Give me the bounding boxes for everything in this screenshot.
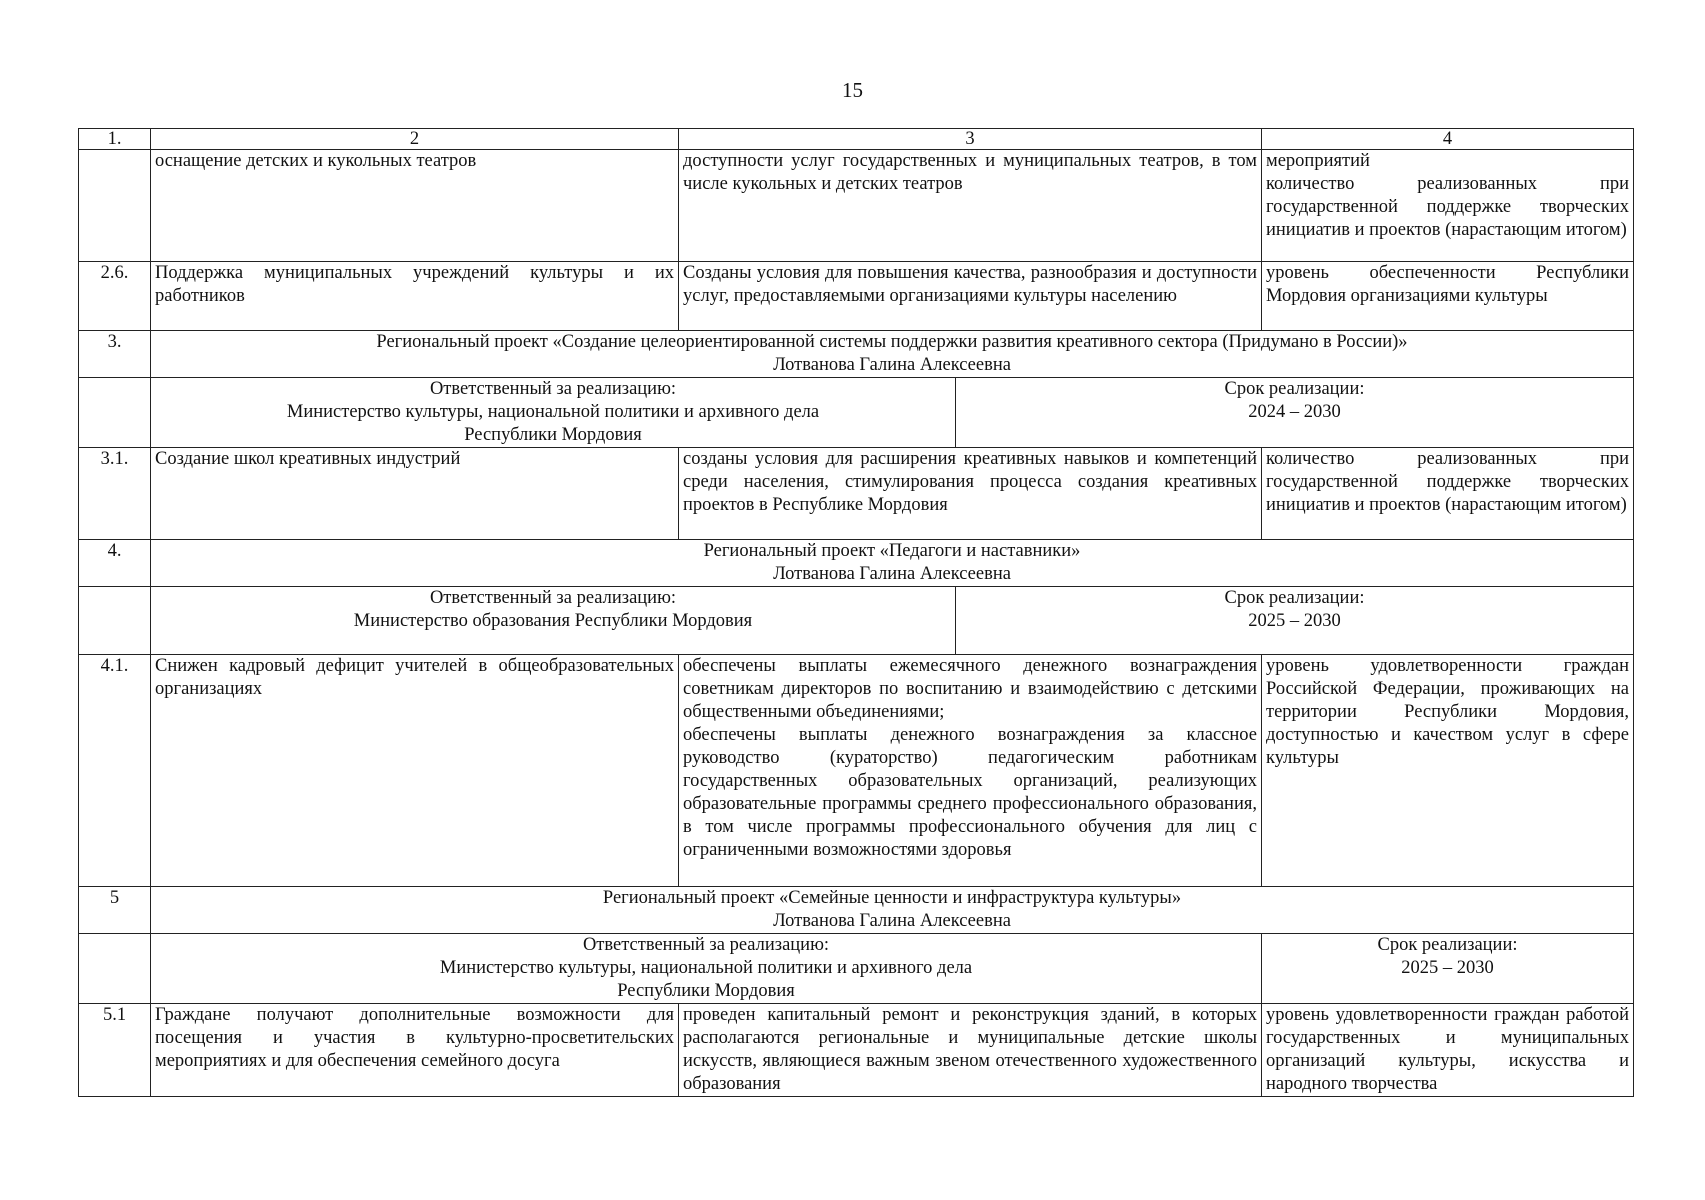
responsible-row: [79, 378, 1634, 448]
outcome-cell: проведен капитальный ремонт и реконструкция зданий, в которых располагаются региональные и муниципальные детские школы искусств, являющиеся важным звеном отечественного художественного образования: [679, 1004, 1262, 1097]
project-title: Региональный проект «Педагоги и наставники»: [703, 541, 1081, 561]
table-row: [79, 655, 1634, 887]
outcome-text: обеспечены выплаты денежного вознаграждения за классное руководство (кураторство) педагогическим работникам государственных образовательных организаций, реализующих образовательные программы среднего профессионального образования, в том числе программы профессионального обучения для лиц с ограниченными возможностями здоровья: [683, 725, 1257, 860]
row-number: [79, 934, 151, 1004]
project-title-cell: [151, 540, 1634, 587]
term-value: 2024 – 2030: [1248, 402, 1341, 422]
program-table: [78, 128, 1634, 1097]
responsible-name: Республики Мордовия: [617, 981, 795, 1001]
term-label: Срок реализации:: [1224, 379, 1365, 399]
indicator-cell: уровень обеспеченности Республики Мордовия организациями культуры: [1262, 262, 1634, 331]
responsible-name: Министерство культуры, национальной политики и архивного дела: [439, 958, 973, 978]
header-col-2: 2: [151, 129, 679, 150]
table-header-row: [79, 129, 1634, 150]
responsible-row: [79, 934, 1634, 1004]
outcome-text: обеспечены выплаты ежемесячного денежного вознаграждения советникам директоров по воспитанию и взаимодействию с детскими общественными объединениями;: [683, 656, 1257, 722]
responsible-cell: [151, 378, 956, 448]
project-title: Региональный проект «Семейные ценности и инфраструктура культуры»: [602, 888, 1182, 908]
project-title-cell: [151, 887, 1634, 934]
indicator-cell: уровень удовлетворенности граждан работой государственных и муниципальных организаций культуры, искусства и народного творчества: [1262, 1004, 1634, 1097]
result-cell: Создание школ креативных индустрий: [151, 448, 679, 540]
responsible-name: Министерство культуры, национальной политики и архивного дела: [286, 402, 820, 422]
outcome-cell: [679, 655, 1262, 887]
row-number: 4.1.: [79, 655, 151, 887]
row-number: [79, 150, 151, 262]
project-title: Региональный проект «Создание целеориентированной системы поддержки развития креативного сектора (Придумано в России)»: [376, 332, 1408, 352]
row-number: 5: [79, 887, 151, 934]
indicator-cell: количество реализованных при государственной поддержке творческих инициатив и проектов (нарастающим итогом): [1262, 448, 1634, 540]
header-col-1: 1.: [79, 129, 151, 150]
indicator-text: количество реализованных при государственной поддержке творческих инициатив и проектов (нарастающим итогом): [1266, 174, 1629, 240]
row-number: 3.1.: [79, 448, 151, 540]
term-cell: [956, 587, 1634, 655]
table-row: [79, 1004, 1634, 1097]
indicator-cell: уровень удовлетворенности граждан Российской Федерации, проживающих на территории Республики Мордовия, доступностью и качеством услуг в сфере культуры: [1262, 655, 1634, 887]
responsible-row: [79, 587, 1634, 655]
result-cell: Граждане получают дополнительные возможности для посещения и участия в культурно-просветительских мероприятиях и для обеспечения семейного досуга: [151, 1004, 679, 1097]
responsible-name: Министерство образования Республики Мордовия: [353, 611, 753, 631]
row-number: 5.1: [79, 1004, 151, 1097]
result-cell: Поддержка муниципальных учреждений культуры и их работников: [151, 262, 679, 331]
term-value: 2025 – 2030: [1401, 958, 1494, 978]
outcome-cell: Созданы условия для повышения качества, разнообразия и доступности услуг, предоставляемыми организациями культуры населению: [679, 262, 1262, 331]
row-number: 4.: [79, 540, 151, 587]
project-curator: Лотванова Галина Алексеевна: [773, 911, 1011, 931]
term-value: 2025 – 2030: [1248, 611, 1341, 631]
table-row: [79, 150, 1634, 262]
outcome-cell: созданы условия для расширения креативных навыков и компетенций среди населения, стимулирования процесса создания креативных проектов в Республике Мордовия: [679, 448, 1262, 540]
project-curator: Лотванова Галина Алексеевна: [773, 564, 1011, 584]
project-row: [79, 331, 1634, 378]
table-row: [79, 448, 1634, 540]
responsible-label: Ответственный за реализацию:: [582, 935, 830, 955]
outcome-cell: доступности услуг государственных и муниципальных театров, в том числе кукольных и детских театров: [679, 150, 1262, 262]
indicator-text: мероприятий: [1266, 151, 1370, 171]
responsible-name: Республики Мордовия: [464, 425, 642, 445]
term-label: Срок реализации:: [1224, 588, 1365, 608]
project-row: [79, 540, 1634, 587]
project-curator: Лотванова Галина Алексеевна: [773, 355, 1011, 375]
row-number: [79, 587, 151, 655]
project-row: [79, 887, 1634, 934]
responsible-cell: [151, 934, 1262, 1004]
row-number: 3.: [79, 331, 151, 378]
term-label: Срок реализации:: [1377, 935, 1518, 955]
header-col-3: 3: [679, 129, 1262, 150]
term-cell: [1262, 934, 1634, 1004]
term-cell: [956, 378, 1634, 448]
project-title-cell: [151, 331, 1634, 378]
responsible-label: Ответственный за реализацию:: [429, 379, 677, 399]
row-number: [79, 378, 151, 448]
responsible-cell: [151, 587, 956, 655]
table-row: [79, 262, 1634, 331]
header-col-4: 4: [1262, 129, 1634, 150]
result-cell: Снижен кадровый дефицит учителей в общеобразовательных организациях: [151, 655, 679, 887]
result-cell: оснащение детских и кукольных театров: [151, 150, 679, 262]
row-number: 2.6.: [79, 262, 151, 331]
indicator-cell: [1262, 150, 1634, 262]
responsible-label: Ответственный за реализацию:: [429, 588, 677, 608]
page-number: 15: [842, 78, 863, 102]
